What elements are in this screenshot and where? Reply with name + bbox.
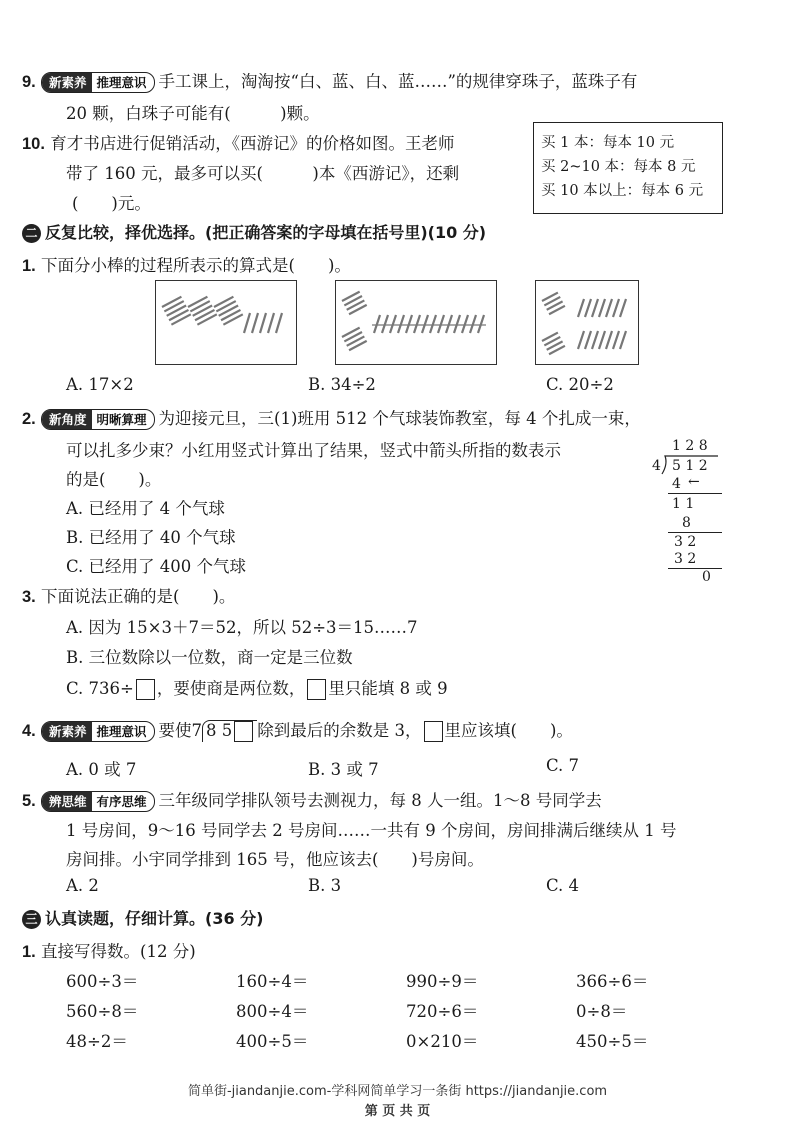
price-row: 买 10 本以上：每本 6 元 [541, 183, 704, 199]
s2q4-post: 里应该填( )。 [444, 721, 573, 740]
s2q4-dividend: 8 5 [206, 721, 233, 740]
bundled-sticks-a-icon [156, 281, 296, 364]
calc-item: 160÷4＝ [236, 972, 309, 991]
calc-item: 600÷3＝ [66, 972, 139, 991]
s2q4-divisor: 7 [191, 721, 203, 740]
division-line [668, 493, 722, 494]
s2q4-mid: 除到最后的余数是 3， [257, 721, 422, 740]
calc-item: 720÷6＝ [406, 1002, 479, 1021]
s2q5-option-c: C. 4 [546, 876, 580, 895]
blank-box[interactable] [424, 721, 443, 742]
s2q4-number: 4. [22, 722, 36, 740]
division-step3: 8 [682, 515, 691, 531]
q9-text-line1: 手工课上，淘淘按“白、蓝、白、蓝……”的规律穿珠子，蓝珠子有 [158, 72, 638, 91]
s3q1-number: 1. [22, 943, 36, 961]
s2q5-tag: 辨思维 有序思维 [41, 791, 155, 812]
division-line [668, 568, 722, 569]
s2q3-option-c-part3: 里只能填 8 或 9 [328, 679, 448, 698]
q9-tag: 新素养 推理意识 [41, 72, 155, 93]
section-2-title: 反复比较，择优选择。(把正确答案的字母填在括号里)(10 分) [45, 223, 487, 242]
calc-item: 400÷5＝ [236, 1032, 309, 1051]
bundled-sticks-c-icon [536, 281, 638, 364]
s2q2-text-line2: 可以扎多少束？小红用竖式计算出了结果，竖式中箭头所指的数表示 [66, 441, 561, 460]
s2q2-number: 2. [22, 410, 36, 428]
division-dividend: 5 1 2 [672, 458, 708, 474]
s2q4-pre: 要使 [158, 721, 192, 740]
sticks-picture-c [535, 280, 639, 365]
s3q1-line [22, 938, 196, 962]
division-remainder: 0 [702, 569, 711, 585]
q10-text-line1: 育才书店进行促销活动，《西游记》的价格如图。王老师 [50, 134, 455, 153]
blank-box[interactable] [234, 721, 253, 742]
section-2-icon: 二 [22, 224, 41, 243]
s2q1-option-a: A. 17×2 [66, 375, 134, 394]
s2q5-text-line1: 三年级同学排队领号去测视力，每 8 人一组。1～8 号同学去 [158, 791, 602, 810]
division-step1: 4 [672, 476, 681, 492]
footer-page: 第 页 共 页 [364, 1104, 431, 1119]
s2q3-option-a: A. 因为 15×3＋7＝52，所以 52÷3＝15……7 [66, 618, 418, 637]
s2q4-option-c: C. 7 [546, 756, 580, 775]
section-3-title: 认真读题，仔细计算。(36 分) [45, 909, 264, 928]
s3q1-text: 直接写得数。(12 分) [41, 942, 196, 961]
price-row: 买 1 本：每本 10 元 [541, 135, 675, 151]
s2q3-option-c-part2: ，要使商是两位数， [156, 679, 306, 698]
s2q1-number: 1. [22, 257, 36, 275]
s2q5-line1 [22, 787, 602, 812]
bundled-sticks-b-icon [336, 281, 496, 364]
division-bracket-icon [202, 720, 257, 742]
s2q5-option-a: A. 2 [66, 876, 99, 895]
section-3-heading [22, 906, 263, 929]
s2q3-number: 3. [22, 588, 36, 606]
s2q3-line [22, 583, 235, 607]
s2q5-number: 5. [22, 792, 36, 810]
q10-number: 10. [22, 135, 45, 153]
blank-box[interactable] [136, 679, 155, 700]
division-divisor: 4 [652, 458, 661, 474]
calc-item: 450÷5＝ [576, 1032, 649, 1051]
q10-text-line3: ( )元。 [72, 194, 151, 213]
arrow-icon: ← [688, 474, 700, 490]
q10-line1 [22, 130, 454, 154]
price-row: 买 2~10 本：每本 8 元 [541, 159, 696, 175]
long-division [650, 438, 730, 588]
s2q4-tag: 新素养 推理意识 [41, 721, 155, 742]
s2q3-text: 下面说法正确的是( )。 [41, 587, 236, 606]
s2q4-option-a: A. 0 或 7 [66, 760, 137, 779]
s2q5-option-b: B. 3 [308, 876, 342, 895]
footer-site: 简单街-jiandanjie.com-学科网简单学习一条街 https://jiandanjie.com [187, 1084, 608, 1099]
section-2-heading [22, 220, 486, 243]
s2q3-option-c-part1: C. 736÷ [66, 679, 134, 698]
calc-item: 0×210＝ [406, 1032, 479, 1051]
s2q2-text-line1: 为迎接元旦，三(1)班用 512 个气球装饰教室，每 4 个扎成一束， [158, 409, 641, 428]
blank-box[interactable] [307, 679, 326, 700]
s2q1-option-c: C. 20÷2 [546, 375, 614, 394]
q9-line1 [22, 68, 637, 93]
calc-item: 48÷2＝ [66, 1032, 128, 1051]
calc-item: 800÷4＝ [236, 1002, 309, 1021]
division-step2: 1 1 [672, 496, 695, 512]
division-step4: 3 2 [674, 534, 697, 550]
q9-text-line2: 20 颗，白珠子可能有( )颗。 [66, 104, 320, 123]
s2q1-option-b: B. 34÷2 [308, 375, 376, 394]
s2q1-text: 下面分小棒的过程所表示的算式是( )。 [41, 256, 351, 275]
sticks-picture-a [155, 280, 297, 365]
price-table [533, 122, 723, 214]
q10-text-line2: 带了 160 元，最多可以买( )本《西游记》，还剩 [66, 164, 460, 183]
calc-item: 560÷8＝ [66, 1002, 139, 1021]
s2q5-text-line3: 房间排。小宇同学排到 165 号，他应该去( )号房间。 [66, 850, 484, 869]
s2q4-option-b: B. 3 或 7 [308, 760, 379, 779]
calc-item: 0÷8＝ [576, 1002, 628, 1021]
calc-item: 990÷9＝ [406, 972, 479, 991]
section-3-icon: 三 [22, 910, 41, 929]
s2q2-line1 [22, 405, 641, 430]
s2q2-option-b: B. 已经用了 40 个气球 [66, 528, 236, 547]
s2q2-option-a: A. 已经用了 4 个气球 [66, 499, 225, 518]
division-quotient: 1 2 8 [672, 438, 708, 454]
division-step5: 3 2 [674, 551, 697, 567]
s2q2-text-line3: 的是( )。 [66, 470, 162, 489]
s2q3-option-c [66, 675, 448, 700]
q9-number: 9. [22, 73, 36, 91]
s2q2-option-c: C. 已经用了 400 个气球 [66, 557, 247, 576]
division-line [668, 532, 722, 533]
s2q1-line [22, 252, 351, 276]
s2q5-text-line2: 1 号房间，9～16 号同学去 2 号房间……一共有 9 个房间，房间排满后继续从 1 号 [66, 821, 677, 840]
calc-item: 366÷6＝ [576, 972, 649, 991]
s2q3-option-b: B. 三位数除以一位数，商一定是三位数 [66, 648, 353, 667]
s2q4-line [22, 717, 573, 742]
s2q2-tag: 新角度 明晰算理 [41, 409, 155, 430]
sticks-picture-b [335, 280, 497, 365]
